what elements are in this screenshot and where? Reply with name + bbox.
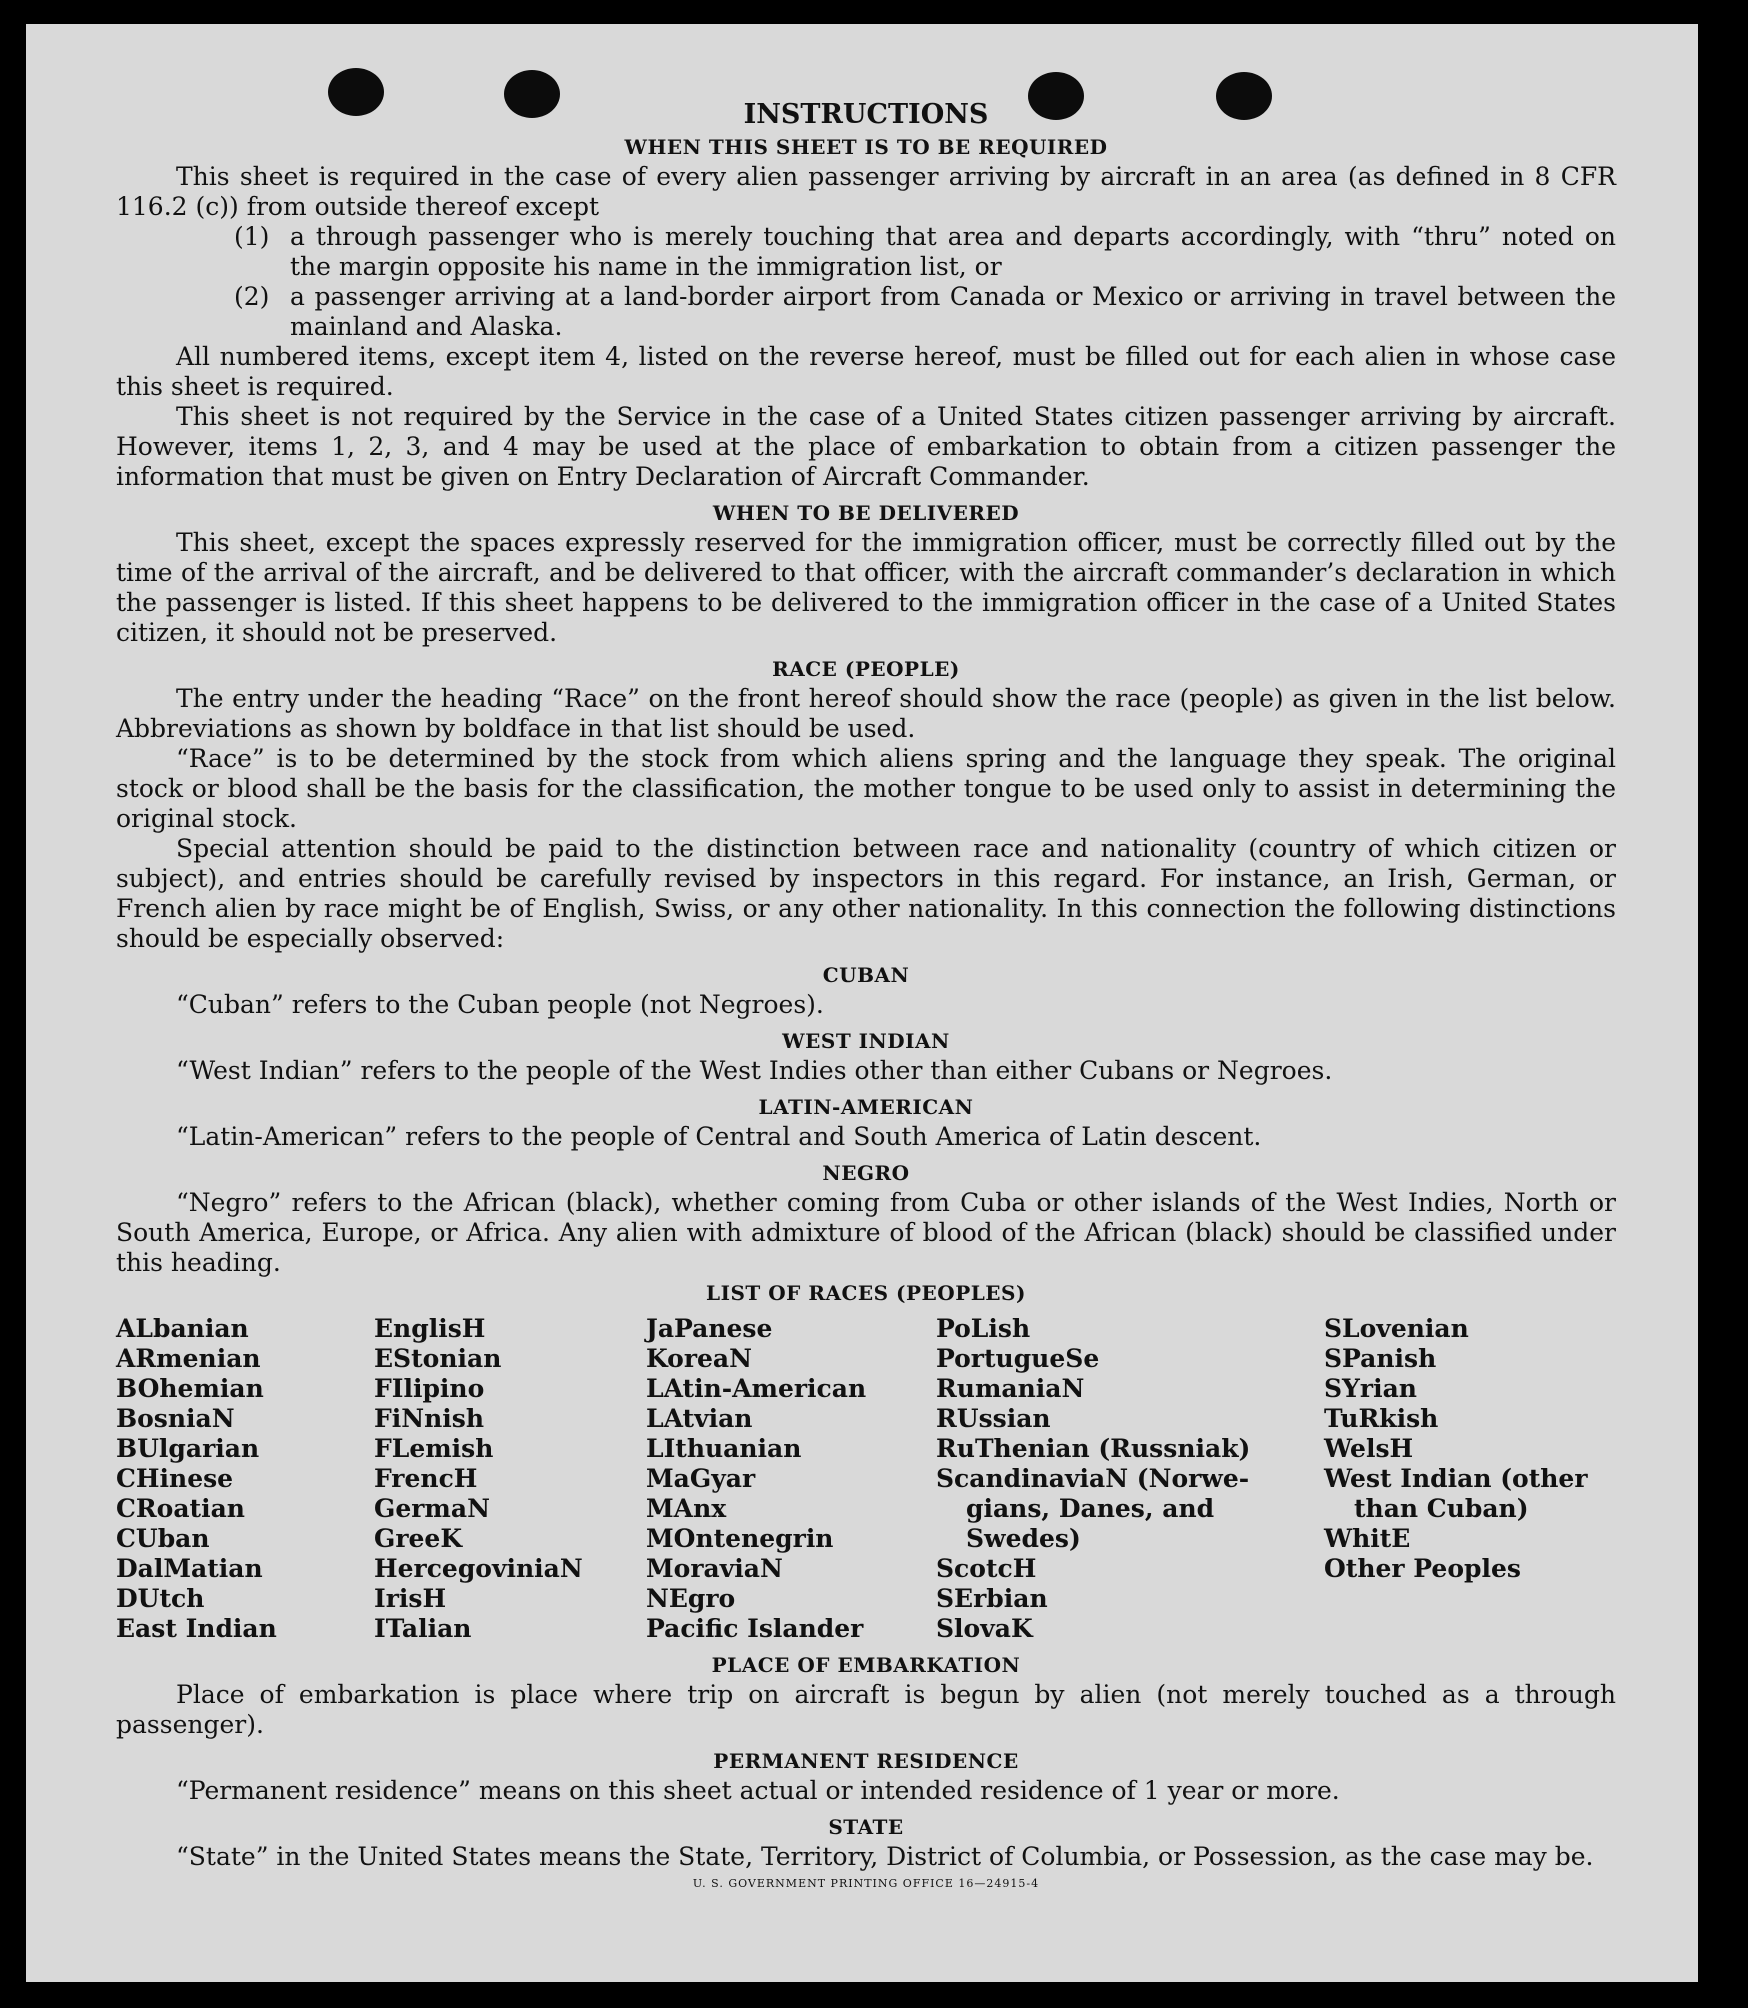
race-entry: PortugueSe — [936, 1344, 1100, 1373]
race-entry: ARmenian — [116, 1344, 261, 1373]
west-indian-text: “West Indian” refers to the people of the West Indies other than either Cubans or Negroes. — [176, 1056, 1333, 1085]
race-entry: WelsH — [1324, 1434, 1414, 1463]
race-entry: WhitE — [1324, 1524, 1411, 1553]
negro-text: “Negro” refers to the African (black), whether coming from Cuba or other islands of the West Indies, North or South America, Europe, or Africa. Any alien with admixture of blood of the African (black) should be classified under this heading. — [116, 1188, 1616, 1277]
exception-text: a through passenger who is merely touching that area and departs accordingly, with “thru” noted on the margin opposite his name in the immigration list, or — [290, 222, 1616, 281]
race-entry: KoreaN — [646, 1344, 752, 1373]
race-entry: DUtch — [116, 1584, 205, 1613]
section-heading-race: RACE (PEOPLE) — [772, 657, 960, 681]
exception-text: a passenger arriving at a land-border airport from Canada or Mexico or arriving in travel between the mainland and Alaska. — [290, 282, 1616, 341]
race-entry: FIlipino — [374, 1374, 485, 1403]
race-para-2: “Race” is to be determined by the stock from which aliens spring and the language they speak. The original stock or blood shall be the basis for the classification, the mother tongue to be used only to assist in determining the original stock. — [116, 744, 1616, 833]
race-entry: MaGyar — [646, 1464, 756, 1493]
race-entry: RuThenian (Russniak) — [936, 1434, 1251, 1463]
exception-number: (1) — [234, 222, 270, 251]
race-entry: RUssian — [936, 1404, 1051, 1433]
race-entry: FLemish — [374, 1434, 494, 1463]
race-entry: BOhemian — [116, 1374, 264, 1403]
race-entry: LAtin-American — [646, 1374, 867, 1403]
races-list — [116, 1314, 1616, 1644]
section-heading-required: WHEN THIS SHEET IS TO BE REQUIRED — [624, 135, 1108, 159]
race-entry: Other Peoples — [1324, 1554, 1521, 1583]
race-para-3: Special attention should be paid to the distinction between race and nationality (country of which citizen or subject), and entries should be carefully revised by inspectors in this regard. For instance, an Irish, German, or French alien by race might be of English, Swiss, or any other nationality. In this connection the following distinctions should be especially observed: — [116, 834, 1616, 953]
race-entry: SPanish — [1324, 1344, 1437, 1373]
race-entry: CUban — [116, 1524, 210, 1553]
section-heading-embarkation: PLACE OF EMBARKATION — [711, 1653, 1021, 1677]
race-entry: East Indian — [116, 1614, 277, 1643]
document-title: INSTRUCTIONS — [743, 99, 989, 130]
exception-number: (2) — [234, 282, 270, 311]
races-column-4 — [936, 1314, 1324, 1644]
race-entry: RumaniaN — [936, 1374, 1085, 1403]
latin-american-text: “Latin-American” refers to the people of Central and South America of Latin descent. — [176, 1122, 1262, 1151]
required-intro: This sheet is required in the case of every alien passenger arriving by aircraft in an area (as defined in 8 CFR 116.2 (c)) from outside thereof except — [116, 162, 1616, 221]
race-entry-continuation: than Cuban) — [1354, 1494, 1529, 1523]
document-sheet — [26, 24, 1698, 1982]
race-entry: JaPanese — [646, 1314, 773, 1343]
section-heading-races-list: LIST OF RACES (PEOPLES) — [706, 1281, 1026, 1305]
race-entry: DalMatian — [116, 1554, 263, 1583]
races-column-5 — [1324, 1314, 1616, 1644]
section-heading-cuban: CUBAN — [822, 963, 910, 987]
race-entry: FrencH — [374, 1464, 478, 1493]
printer-footer: U. S. GOVERNMENT PRINTING OFFICE 16—24915-4 — [692, 1877, 1040, 1890]
race-entry: LAtvian — [646, 1404, 753, 1433]
race-entry: EStonian — [374, 1344, 502, 1373]
races-column-1 — [116, 1314, 374, 1644]
race-entry: IrisH — [374, 1584, 447, 1613]
race-entry: FiNnish — [374, 1404, 485, 1433]
section-heading-state: STATE — [828, 1815, 904, 1839]
race-entry: SLovenian — [1324, 1314, 1469, 1343]
exception-item — [234, 222, 1616, 282]
race-entry: GreeK — [374, 1524, 463, 1553]
race-entry: MOntenegrin — [646, 1524, 834, 1553]
race-entry: EnglisH — [374, 1314, 486, 1343]
race-entry: CHinese — [116, 1464, 234, 1493]
race-entry: MAnx — [646, 1494, 727, 1523]
cuban-text: “Cuban” refers to the Cuban people (not Negroes). — [176, 990, 824, 1019]
race-entry: ALbanian — [116, 1314, 249, 1343]
residence-text: “Permanent residence” means on this sheet actual or intended residence of 1 year or more. — [176, 1776, 1340, 1805]
race-entry: HercegoviniaN — [374, 1554, 583, 1583]
race-entry: TuRkish — [1324, 1404, 1439, 1433]
section-heading-delivered: WHEN TO BE DELIVERED — [712, 501, 1020, 525]
race-entry: GermaN — [374, 1494, 490, 1523]
race-entry: BUlgarian — [116, 1434, 260, 1463]
race-entry: ScandinaviaN (Norwe- — [936, 1464, 1250, 1493]
race-para-1: The entry under the heading “Race” on the front hereof should show the race (people) as given in the list below. Abbreviations as shown by boldface in that list should be used. — [116, 684, 1616, 743]
race-entry: SlovaK — [936, 1614, 1033, 1643]
races-column-2 — [374, 1314, 646, 1644]
race-entry: CRoatian — [116, 1494, 245, 1523]
section-heading-negro: NEGRO — [822, 1161, 910, 1185]
race-entry-continuation: Swedes) — [966, 1524, 1081, 1553]
races-column-3 — [646, 1314, 936, 1644]
race-entry: PoLish — [936, 1314, 1031, 1343]
exception-item — [234, 282, 1616, 342]
section-heading-residence: PERMANENT RESIDENCE — [713, 1749, 1019, 1773]
race-entry: MoraviaN — [646, 1554, 783, 1583]
race-entry: NEgro — [646, 1584, 736, 1613]
race-entry: West Indian (other — [1324, 1464, 1588, 1493]
section-heading-west-indian: WEST INDIAN — [782, 1029, 950, 1053]
race-entry: ScotcH — [936, 1554, 1037, 1583]
race-entry: LIthuanian — [646, 1434, 802, 1463]
required-para-items: All numbered items, except item 4, listed on the reverse hereof, must be filled out for each alien in whose case this sheet is required. — [116, 342, 1616, 401]
section-heading-latin-american: LATIN-AMERICAN — [758, 1095, 974, 1119]
race-entry-continuation: gians, Danes, and — [966, 1494, 1215, 1523]
race-entry: BosniaN — [116, 1404, 235, 1433]
race-entry: Pacific Islander — [646, 1614, 864, 1643]
embarkation-text: Place of embarkation is place where trip on aircraft is begun by alien (not merely touched as a through passenger). — [116, 1680, 1616, 1739]
document-content — [116, 98, 1616, 1894]
race-entry: SErbian — [936, 1584, 1048, 1613]
race-entry: ITalian — [374, 1614, 472, 1643]
delivered-text: This sheet, except the spaces expressly reserved for the immigration officer, must be correctly filled out by the time of the arrival of the aircraft, and be delivered to that officer, with the aircraft commander’s declaration in which the passenger is listed. If this sheet happens to be delivered to the immigration officer in the case of a United States citizen, it should not be preserved. — [116, 528, 1616, 647]
required-para-citizen: This sheet is not required by the Service in the case of a United States citizen passenger arriving by aircraft. However, items 1, 2, 3, and 4 may be used at the place of embarkation to obtain from a citizen passenger the information that must be given on Entry Declaration of Aircraft Commander. — [116, 402, 1616, 491]
race-entry: SYrian — [1324, 1374, 1417, 1403]
state-text: “State” in the United States means the State, Territory, District of Columbia, or Possession, as the case may be. — [176, 1842, 1594, 1871]
